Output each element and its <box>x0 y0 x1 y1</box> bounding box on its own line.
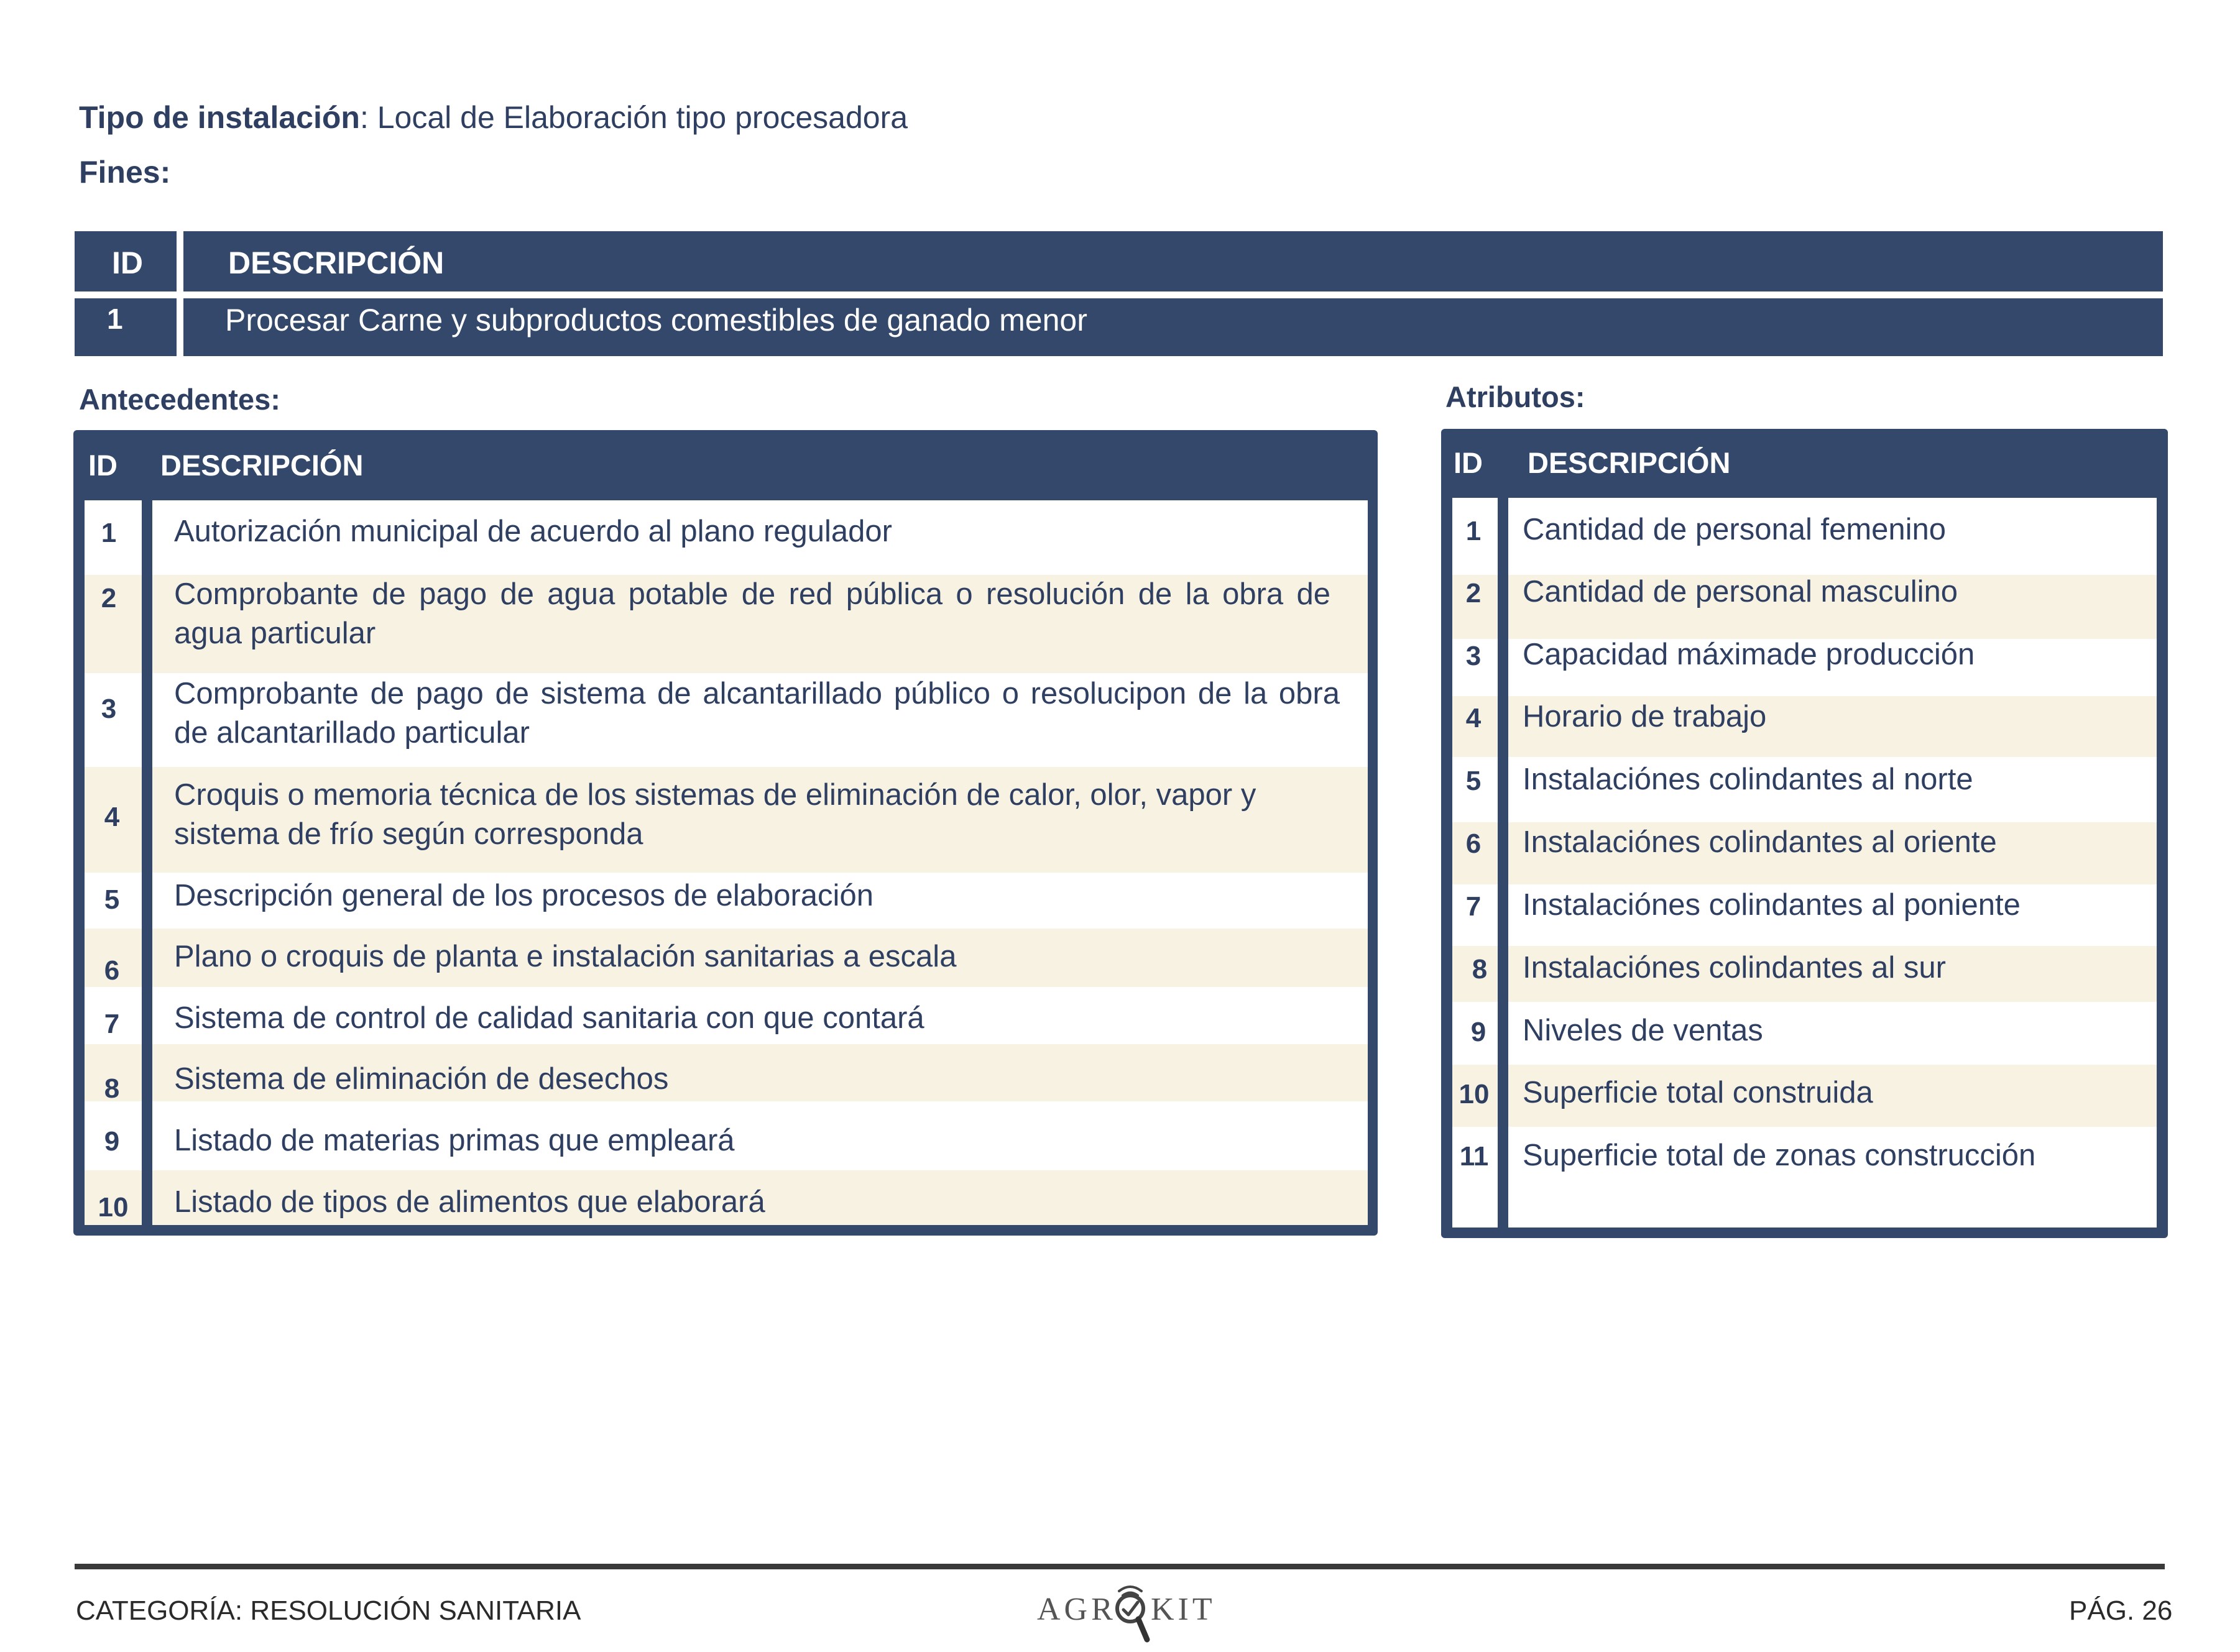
atributos-row-desc: Cantidad de personal femenino <box>1523 513 1947 546</box>
atributos-row-id: 6 <box>1465 828 1482 859</box>
atributos-row-desc: Cantidad de personal masculino <box>1523 575 1958 608</box>
atributos-row-desc: Capacidad máximade producción <box>1523 638 1975 671</box>
antecedentes-row-desc: Listado de materias primas que empleará <box>174 1124 735 1157</box>
atributos-row-id: 1 <box>1465 516 1482 546</box>
atributos-row-id: 8 <box>1472 954 1488 984</box>
atributos-label: Atributos: <box>1445 380 1585 413</box>
antecedentes-row-desc: Autorización municipal de acuerdo al plano regulador <box>174 515 892 548</box>
installation-type-label: Tipo de instalación <box>79 100 360 135</box>
antecedentes-row-desc: Croquis o memoria técnica de los sistemas de eliminación de calor, olor, vapor y sistema de frío según corresponda <box>174 778 1256 851</box>
antecedentes-id-divider <box>142 500 152 1225</box>
antecedentes-row-desc: Comprobante de pago de agua potable de red pública o resolución de la obra de agua particular <box>174 577 1330 650</box>
antecedentes-row-desc: Listado de tipos de alimentos que elaborará <box>174 1185 765 1219</box>
magnifier-icon <box>1110 1577 1153 1646</box>
atributos-row-id: 10 <box>1459 1079 1490 1109</box>
installation-type <box>79 99 908 135</box>
atributos-row-desc: Superficie total de zonas construcción <box>1523 1139 2036 1172</box>
atributos-row-desc: Instalaciónes colindantes al norte <box>1523 763 1973 796</box>
atributos-id-divider <box>1498 498 1508 1228</box>
antecedentes-row-desc: Descripción general de los procesos de elaboración <box>174 879 873 912</box>
antecedentes-header-desc: DESCRIPCIÓN <box>160 449 364 482</box>
antecedentes-row-id: 10 <box>98 1192 129 1223</box>
fines-header-desc: DESCRIPCIÓN <box>228 246 445 280</box>
antecedentes-row-id: 8 <box>104 1073 120 1104</box>
fines-label <box>79 154 170 190</box>
atributos-header-desc: DESCRIPCIÓN <box>1528 446 1731 479</box>
antecedentes-label: Antecedentes: <box>79 383 280 416</box>
antecedentes-row-desc: Sistema de control de calidad sanitaria con que contará <box>174 1001 924 1035</box>
atributos-row-desc: Superficie total construida <box>1523 1076 1873 1109</box>
footer-divider <box>75 1564 2165 1569</box>
atributos-header-id: ID <box>1454 446 1483 479</box>
antecedentes-row-desc: Plano o croquis de planta e instalación sanitarias a escala <box>174 940 957 973</box>
antecedentes-row-id: 3 <box>101 694 117 724</box>
antecedentes-row-id: 4 <box>104 802 120 832</box>
page-number: PÁG. 26 <box>2069 1595 2173 1626</box>
installation-type-value: : Local de Elaboración tipo procesadora <box>359 100 908 135</box>
logo-text-right: KIT <box>1151 1592 1216 1627</box>
fines-column-divider <box>177 231 183 356</box>
atributos-row-id: 3 <box>1465 641 1482 671</box>
footer-category: CATEGORÍA: RESOLUCIÓN SANITARIA <box>76 1595 581 1626</box>
antecedentes-row-id: 1 <box>101 518 117 548</box>
atributos-row-desc: Niveles de ventas <box>1523 1014 1763 1047</box>
antecedentes-row-id: 6 <box>104 955 120 986</box>
fines-label-text: Fines: <box>79 155 171 190</box>
antecedentes-row-desc: Comprobante de pago de sistema de alcantarillado público o resolucipon de la obra de alcantarillado particular <box>174 677 1340 750</box>
fines-header-id: ID <box>112 246 143 280</box>
atributos-row-desc: Instalaciónes colindantes al poniente <box>1523 888 2021 922</box>
antecedentes-row-id: 2 <box>101 583 117 613</box>
atributos-row-id: 5 <box>1465 766 1482 796</box>
fines-row-desc: Procesar Carne y subproductos comestibles de ganado menor <box>225 303 1087 337</box>
antecedentes-row-desc: Sistema de eliminación de desechos <box>174 1062 669 1096</box>
atributos-row-id: 9 <box>1470 1017 1486 1047</box>
atributos-row-desc: Instalaciónes colindantes al oriente <box>1523 825 1997 859</box>
agrokit-logo <box>1037 1577 1216 1646</box>
atributos-row-id: 7 <box>1465 891 1482 922</box>
atributos-row-id: 11 <box>1459 1141 1489 1172</box>
atributos-row-id: 4 <box>1465 703 1482 733</box>
atributos-row-desc: Horario de trabajo <box>1523 700 1767 733</box>
logo-text-left: AGR <box>1037 1592 1117 1627</box>
fines-row-id: 1 <box>107 303 123 335</box>
antecedentes-row-id: 5 <box>104 884 120 915</box>
antecedentes-header-id: ID <box>88 449 118 482</box>
antecedentes-row-id: 9 <box>104 1126 120 1157</box>
antecedentes-row-id: 7 <box>104 1009 120 1039</box>
atributos-row-id: 2 <box>1465 578 1482 608</box>
atributos-row-desc: Instalaciónes colindantes al sur <box>1523 951 1946 984</box>
